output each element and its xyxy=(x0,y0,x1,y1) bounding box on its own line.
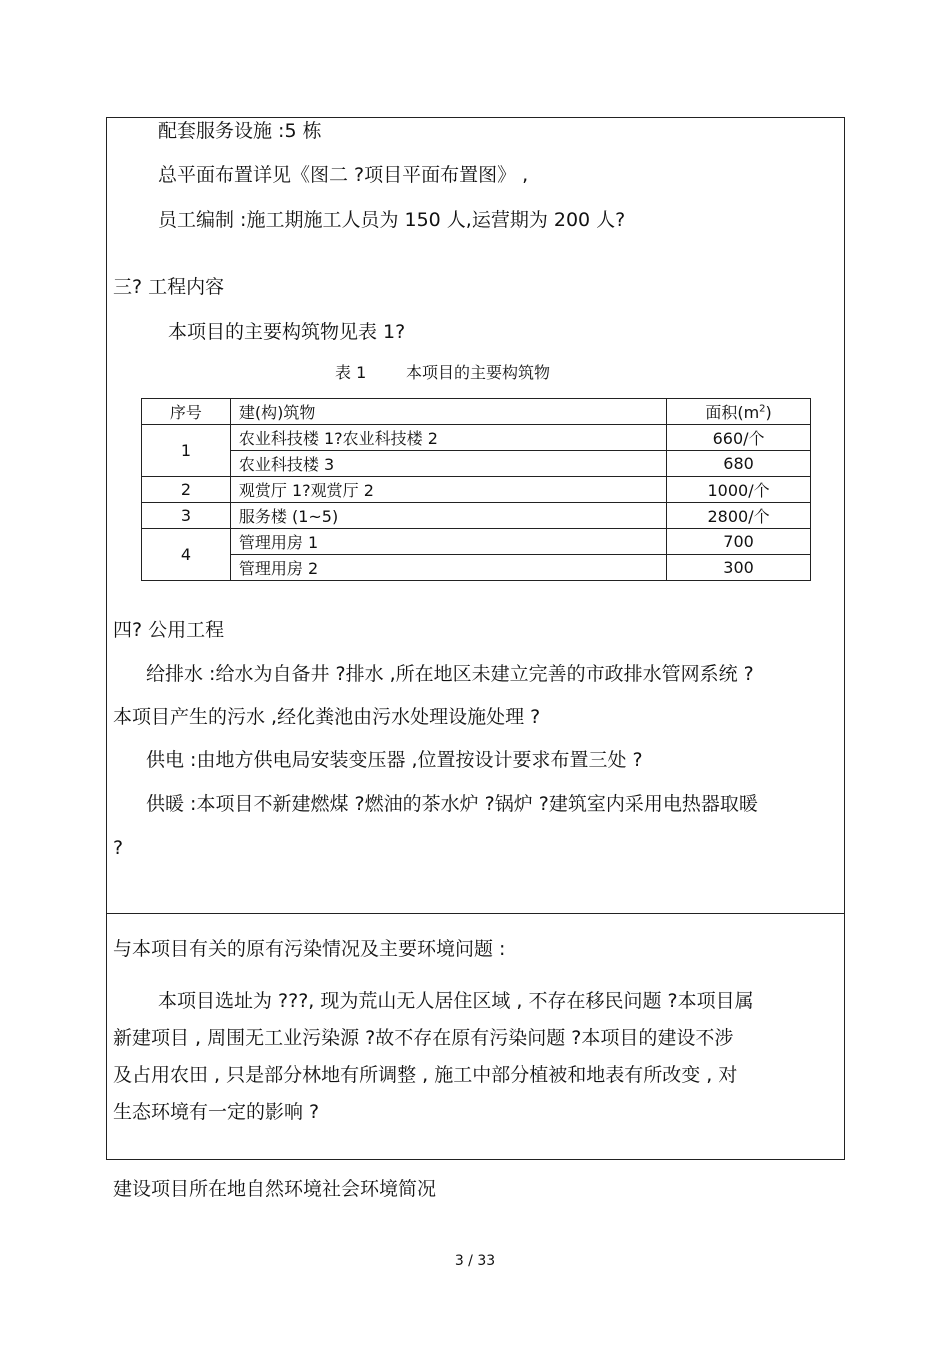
water-line-2: 本项目产生的污水 ,经化粪池由污水处理设施处理 ? xyxy=(113,706,541,728)
table-row xyxy=(142,451,811,477)
row-area: 1000/个 xyxy=(667,477,811,503)
section3-heading: 三? 工程内容 xyxy=(113,276,225,298)
pollution-heading: 与本项目有关的原有污染情况及主要环境问题 : xyxy=(113,938,506,960)
row-no: 2 xyxy=(142,477,231,503)
row-area: 300 xyxy=(667,555,811,581)
heating-line-1: 供暖 :本项目不新建燃煤 ?燃油的茶水炉 ?锅炉 ?建筑室内采用电热器取暖 xyxy=(146,793,758,815)
table-caption-prefix: 表 1 xyxy=(335,363,367,382)
row-name: 农业科技楼 1?农业科技楼 2 xyxy=(230,425,666,451)
facility-line: 配套服务设施 :5 栋 xyxy=(158,120,322,142)
power-line: 供电 :由地方供电局安装变压器 ,位置按设计要求布置三处 ? xyxy=(146,749,643,771)
row-no: 1 xyxy=(142,425,231,477)
table-row xyxy=(142,503,811,529)
row-area: 700 xyxy=(667,529,811,555)
header-no: 序号 xyxy=(142,399,231,425)
structures-table xyxy=(141,398,811,581)
row-name: 农业科技楼 3 xyxy=(230,451,666,477)
page-number: 3 / 33 xyxy=(454,1253,496,1269)
row-name: 管理用房 2 xyxy=(230,555,666,581)
row-area: 660/个 xyxy=(667,425,811,451)
table-row xyxy=(142,477,811,503)
row-name: 观赏厅 1?观赏厅 2 xyxy=(230,477,666,503)
row-name: 服务楼 (1~5) xyxy=(230,503,666,529)
pollution-line-3: 及占用农田 , 只是部分林地有所调整 , 施工中部分植被和地表有所改变 , 对 xyxy=(113,1064,738,1086)
row-no: 4 xyxy=(142,529,231,581)
water-line-1: 给排水 :给水为自备井 ?排水 ,所在地区未建立完善的市政排水管网系统 ? xyxy=(146,663,754,685)
header-name: 建(构)筑物 xyxy=(230,399,666,425)
pollution-line-1: 本项目选址为 ???, 现为荒山无人居住区域 , 不存在移民问题 ?本项目属 xyxy=(158,990,754,1012)
heating-line-2: ? xyxy=(113,837,124,859)
row-area: 2800/个 xyxy=(667,503,811,529)
table-header-row xyxy=(142,399,811,425)
table-row xyxy=(142,555,811,581)
section4-heading: 四? 公用工程 xyxy=(113,619,225,641)
table-row xyxy=(142,529,811,555)
table-caption-title: 本项目的主要构筑物 xyxy=(406,363,551,382)
row-name: 管理用房 1 xyxy=(230,529,666,555)
row-no: 3 xyxy=(142,503,231,529)
header-area: 面积$(m^2)$ xyxy=(667,399,811,425)
layout-line: 总平面布置详见《图二 ?项目平面布置图》 , xyxy=(158,164,529,186)
environment-heading: 建设项目所在地自然环境社会环境简况 xyxy=(113,1178,437,1200)
table-row xyxy=(142,425,811,451)
row-area: 680 xyxy=(667,451,811,477)
section3-intro: 本项目的主要构筑物见表 1? xyxy=(168,321,406,343)
pollution-line-2: 新建项目 , 周围无工业污染源 ?故不存在原有污染问题 ?本项目的建设不涉 xyxy=(113,1027,734,1049)
pollution-line-4: 生态环境有一定的影响 ? xyxy=(113,1101,320,1123)
staff-line: 员工编制 :施工期施工人员为 150 人,运营期为 200 人? xyxy=(158,209,626,231)
